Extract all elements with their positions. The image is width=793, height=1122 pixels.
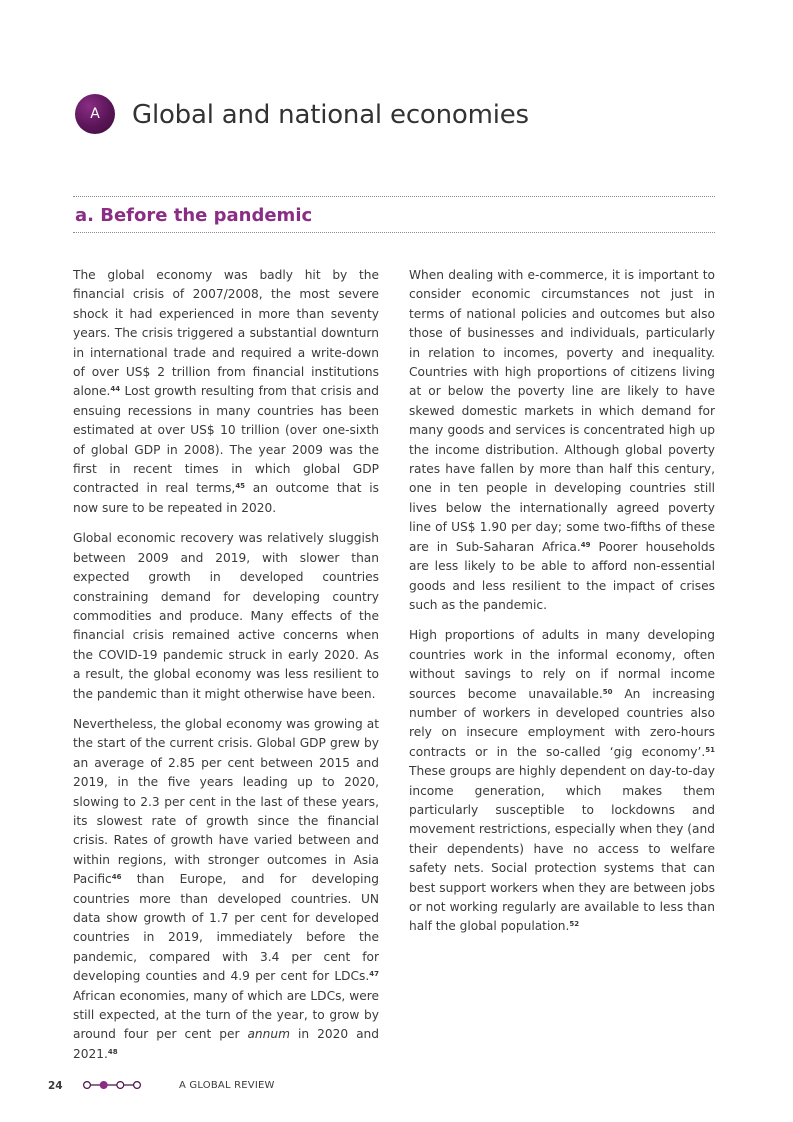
paragraph-text: The global economy was badly hit by the financial crisis of 2007/2008, the most severe shock it had experienced in more than seventy years. The crisis triggered a substantial downturn in international trade and required a write-down of over US$ 2 trillion from financial institutions alone. xyxy=(73,268,379,399)
progress-dot-1 xyxy=(84,1082,91,1089)
section-rule-top xyxy=(73,196,715,197)
footnote-ref: 47 xyxy=(369,970,379,979)
footnote-ref: 51 xyxy=(705,745,715,754)
paragraph-text: High proportions of adults in many developing countries work in the informal economy, often without savings to rely on if normal income sources become unavailable. xyxy=(409,628,715,701)
chapter-badge-letter: A xyxy=(90,106,100,122)
progress-dot-4 xyxy=(134,1082,141,1089)
paragraph-text: When dealing with e-commerce, it is important to consider economic circumstances not just in terms of national policies and outcomes but also those of businesses and individuals, particularly in relation to incomes, poverty and inequality. Countries with high proportions of citizens living at or below the poverty line are likely to have skewed domestic markets in which demand for many goods and services is concentrated high up the income distribution. Although global poverty rates have fallen by more than half this century, one in ten people in developing countries still lives below the internationally agreed poverty line of US$ 1.90 per day; some two-fifths of these are in Sub-Saharan Africa. xyxy=(409,268,715,554)
paragraph-text: These groups are highly dependent on day-to-day income generation, which makes them particularly susceptible to lockdowns and movement restrictions, especially when they (and their dependents) have no access to welfare safety nets. Social protection systems that can best support workers when they are between jobs or not working regularly are available to less than half the global population. xyxy=(409,764,715,934)
footnote-ref: 50 xyxy=(602,687,613,696)
paragraph-text: than Europe, and for developing countries more than developed countries. UN data show growth of 1.7 per cent for developed countries in 2019, immediately before the pandemic, compared with 3.4 per cent for developing counties and 4.9 per cent for LDCs. xyxy=(73,872,379,984)
paragraph-text: Global economic recovery was relatively sluggish between 2009 and 2019, with slower than expected growth in developed countries constraining demand for developing country commodities and produce. Many effects of the financial crisis remained active concerns when the COVID-19 pandemic struck in early 2020. As a result, the global economy was less resilient to the pandemic than it might otherwise have been. xyxy=(73,531,379,701)
page-footer xyxy=(0,1077,793,1097)
page-number: 24 xyxy=(48,1080,63,1092)
left-column-paragraph xyxy=(73,715,379,1064)
chapter-badge xyxy=(75,94,115,134)
section-rule-bottom xyxy=(73,232,715,233)
paragraph-text: Lost growth resulting from that crisis and ensuing recessions in many countries has been estimated at over US$ 10 trillion (over one-sixth of global GDP in 2008). The year 2009 was the first in recent times in which global GDP contracted in real terms, xyxy=(73,384,379,496)
emphasis-text: annum xyxy=(247,1027,290,1042)
footnote-ref: 52 xyxy=(569,920,580,929)
progress-dot-2 xyxy=(100,1082,107,1089)
right-column-paragraph xyxy=(409,626,715,937)
footnote-ref: 44 xyxy=(110,385,121,394)
left-column xyxy=(73,266,379,1075)
paragraph-text: in 2020 and 2021. xyxy=(73,1027,379,1061)
four-dot-progress-icon xyxy=(82,1078,142,1092)
paragraph-text: Poorer households are less likely to be able to afford non-essential goods and less resilient to the impact of crises such as the pandemic. xyxy=(409,539,715,612)
footnote-ref: 48 xyxy=(107,1047,118,1056)
progress-dot-3 xyxy=(117,1082,124,1089)
paragraph-text: an outcome that is now sure to be repeated in 2020. xyxy=(73,481,379,515)
right-column xyxy=(409,266,715,948)
running-head: A GLOBAL REVIEW xyxy=(179,1080,275,1091)
section-title: a. Before the pandemic xyxy=(75,205,313,226)
left-column-paragraph xyxy=(73,529,379,704)
footnote-ref: 46 xyxy=(111,873,122,882)
paragraph-text: An increasing number of workers in developed countries also rely on insecure employment with zero-hours contracts or in the so-called ‘gig economy’. xyxy=(409,686,716,759)
footnote-ref: 49 xyxy=(580,540,591,549)
paragraph-text: Nevertheless, the global economy was growing at the start of the current crisis. Global GDP grew by an average of 2.85 per cent between 2015 and 2019, in the five years leading up to 2020, slowing to 2.3 per cent in the last of these years, its slowest rate of growth since the financial crisis. Rates of growth have varied between and within regions, with stronger outcomes in Asia Pacific xyxy=(73,716,379,887)
paragraph-text: African economies, many of which are LDCs, were still expected, at the turn of the year, to grow by around four per cent per xyxy=(73,988,379,1042)
right-column-paragraph xyxy=(409,266,715,615)
footnote-ref: 45 xyxy=(235,482,246,491)
left-column-paragraph xyxy=(73,266,379,518)
chapter-title: Global and national economies xyxy=(132,100,529,130)
